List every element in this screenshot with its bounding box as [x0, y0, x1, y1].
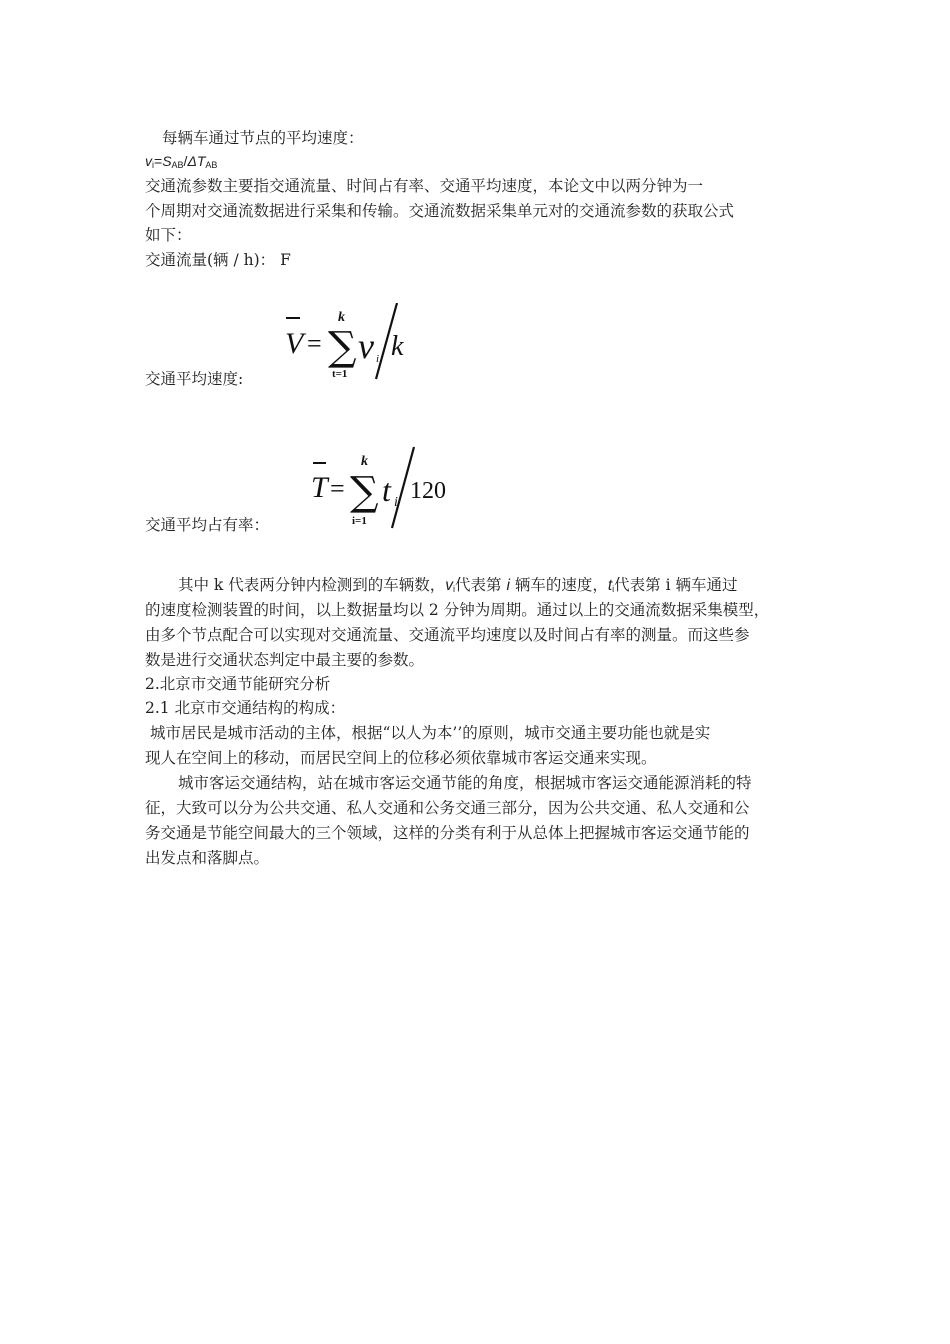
formula-vi-delta: ΔT: [187, 153, 206, 169]
para1-line3: 如下：: [145, 226, 192, 244]
formula-v-upper: k: [338, 310, 345, 325]
formula-t-den: 120: [410, 478, 446, 504]
para4-line1: 城市客运交通结构，站在城市客运交通节能的角度，根据城市客运交通能源消耗的特: [178, 774, 752, 792]
formula-v-den: k: [391, 331, 404, 362]
para2-text-d: 代表第 i 辆车通过: [614, 576, 738, 594]
formula-v-sigma: ∑: [328, 324, 357, 370]
formula-t-eq: =: [330, 474, 345, 503]
formula-vi: [145, 150, 217, 176]
para4-line2: 征，大致可以分为公共交通、私人交通和公务交通三部分，因为公共交通、私人交通和公: [145, 799, 750, 817]
para2-line3: 由多个节点配合可以实现对交通流量、交通流平均速度以及时间占有率的测量。而这些参: [145, 626, 750, 644]
para2-var-v-sub: i: [453, 584, 455, 594]
heading-2: 2.北京市交通节能研究分析: [145, 675, 331, 693]
para1-line1: 交通流参数主要指交通流量、时间占有率、交通平均速度，本论文中以两分钟为一: [145, 177, 704, 195]
para2-text-b: 代表第: [455, 576, 507, 594]
formula-vi-ab2: AB: [205, 160, 218, 170]
formula-vi-eq: =: [154, 153, 163, 169]
formula-avg-speed: [280, 303, 420, 383]
para3-line2: 现人在空间上的移动，而居民空间上的位移必须依靠城市客运交通来实现。: [145, 749, 657, 767]
para4-line3: 务交通是节能空间最大的三个领域，这样的分类有利于从总体上把握城市客运交通节能的: [145, 824, 750, 842]
formula-t-sigma: ∑: [350, 469, 379, 515]
para3-line1: 城市居民是城市活动的主体，根据“以人为本’’的原则，城市交通主要功能也就是实: [150, 724, 711, 742]
para2-var-t: t: [607, 577, 613, 594]
formula-avg-occupancy: [306, 445, 456, 530]
para2-var-v: v: [445, 577, 453, 594]
para2-line2: 的速度检测装置的时间，以上数据量均以 2 分钟为周期。通过以上的交通流数据采集模型，: [145, 601, 770, 619]
occupancy-label: 交通平均占有率：: [145, 516, 270, 534]
speed-label: 交通平均速度:: [145, 370, 244, 388]
heading-2-1: 2.1 北京市交通结构的构成：: [145, 699, 346, 717]
flow-label-text: 交通流量(辆 / h)： F: [145, 251, 291, 269]
para2-var-t-sub: i: [612, 584, 615, 594]
formula-t-lhs: T: [311, 471, 328, 504]
formula-vi-v: v: [145, 153, 152, 169]
para1-line2: 个周期对交通流数据进行采集和传输。交通流数据采集单元对的交通流参数的获取公式: [145, 202, 735, 220]
formula-t-lower: i=1: [352, 515, 367, 527]
formula-t-upper: k: [361, 454, 368, 469]
formula-v-lhs: V: [285, 327, 304, 360]
flow-label: [145, 249, 291, 271]
formula-v-term: v: [358, 326, 374, 366]
formula-t-sub: i: [394, 495, 398, 510]
formula-v-eq: =: [307, 329, 322, 358]
para4-line4: 出发点和落脚点。: [145, 849, 270, 867]
formula-vi-i: i: [152, 160, 154, 170]
para2-text-c: 辆车的速度，: [509, 576, 608, 594]
para2-var-i: i: [506, 577, 510, 594]
para2-text-a: 其中 k 代表两分钟内检测到的车辆数，: [178, 576, 446, 594]
formula-v-sub: i: [376, 353, 380, 365]
formula-t-term: t: [382, 472, 391, 508]
para2-line1: [178, 574, 737, 600]
formula-v-lower: t=1: [332, 368, 348, 380]
formula-vi-slash: /: [183, 153, 188, 169]
para2-line4: 数是进行交通状态判定中最主要的参数。: [145, 651, 425, 669]
formula-vi-s: S: [162, 153, 172, 169]
avg-speed-intro: 每辆车通过节点的平均速度：: [162, 129, 364, 147]
formula-vi-ab1: AB: [171, 160, 184, 170]
